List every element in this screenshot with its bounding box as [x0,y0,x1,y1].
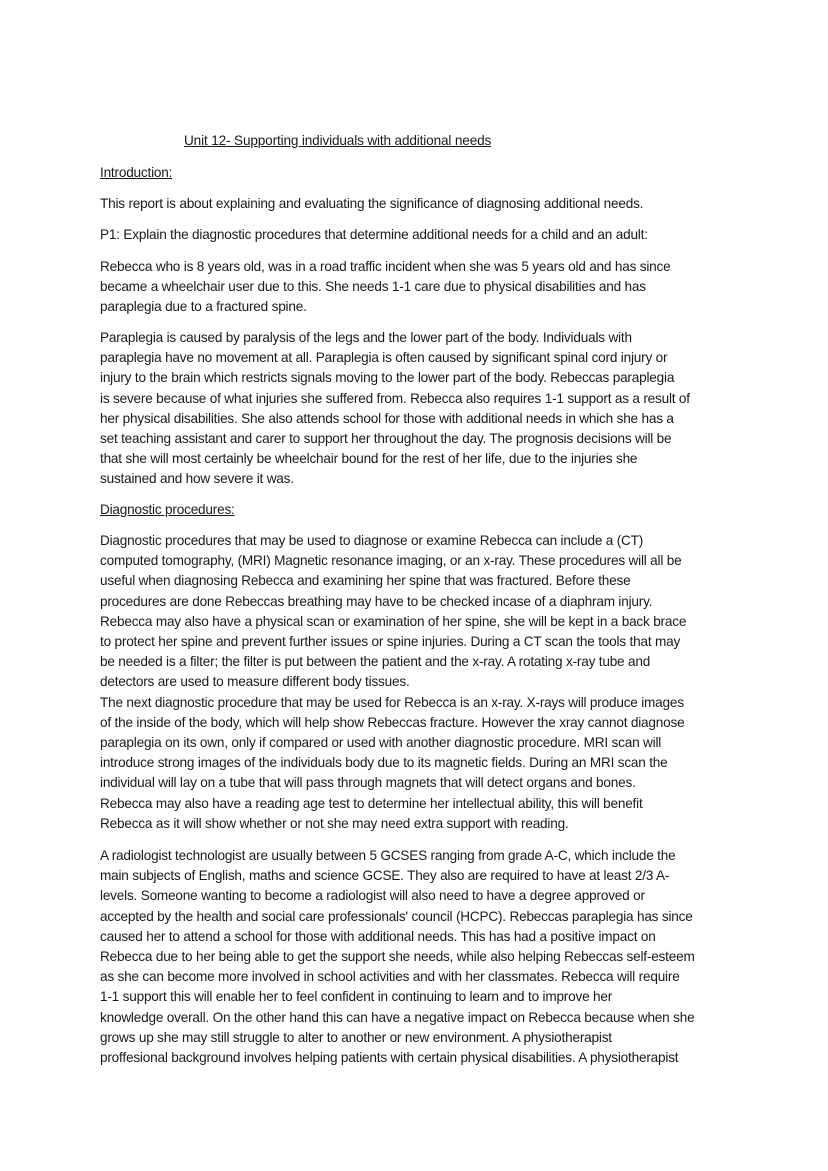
text-line: Rebecca due to her being able to get the support she needs, while also helping Rebeccas self-esteem [100,949,695,965]
text-line: procedures are done Rebeccas breathing may have to be checked incase of a diaphram injury. [100,593,653,609]
text-line: set teaching assistant and carer to support her throughout the day. The prognosis decisions will be [100,431,672,447]
text-line: became a wheelchair user due to this. She needs 1-1 care due to physical disabilities and has [100,279,646,295]
text-line: sustained and how severe it was. [100,471,294,487]
text-line: her physical disabilities. She also attends school for those with additional needs in which she has a [100,410,674,426]
text-line: is severe because of what injuries she suffered from. Rebecca also requires 1-1 support as a result of [100,390,690,406]
text-line: Rebecca may also have a reading age test to determine her intellectual ability, this will benefit [100,795,643,811]
text-line: The next diagnostic procedure that may be used for Rebecca is an x-ray. X-rays will produce images [100,694,684,710]
text-line: as she can become more involved in school activities and with her classmates. Rebecca will require [100,969,680,985]
document-title: Unit 12- Supporting individuals with additional needs [184,133,492,148]
text-line: that she will most certainly be wheelchair bound for the rest of her life, due to the injuries she [100,451,638,467]
intro-paragraph: This report is about explaining and evaluating the significance of diagnosing additional needs. [100,196,644,211]
text-line: main subjects of English, maths and science GCSE. They also are required to have at least 2/3 A- [100,868,670,884]
text-line: Paraplegia is caused by paralysis of the legs and the lower part of the body. Individuals with [100,330,632,345]
text-line: grows up she may still struggle to alter to another or new environment. A physiotherapist [100,1029,612,1045]
text-line: detectors are used to measure different body tissues. [100,674,410,690]
text-line: caused her to attend a school for those with additional needs. This has had a positive impact on [100,928,656,944]
paraplegia-paragraph [100,328,740,490]
text-line: levels. Someone wanting to become a radiologist will also need to have a degree approved or [100,888,645,904]
text-line: accepted by the health and social care professionals' council (HCPC). Rebeccas paraplegia has since [100,908,693,924]
text-line: proffesional background involves helping patients with certain physical disabilities. A physiotherapist [100,1050,679,1066]
text-line: injury to the brain which restricts signals moving to the lower part of the body. Rebeccas paraplegia [100,370,675,386]
case-paragraph [100,257,740,318]
text-line: Rebecca may also have a physical scan or examination of her spine, she will be kept in a back brace [100,613,687,629]
introduction-heading: Introduction: [100,165,173,180]
professionals-paragraph [100,846,740,1068]
text-line: Diagnostic procedures that may be used to diagnose or examine Rebecca can include a (CT) [100,533,644,548]
text-line: useful when diagnosing Rebecca and examining her spine that was fractured. Before these [100,573,631,589]
text-line: of the inside of the body, which will help show Rebeccas fracture. However the xray cannot diagnose [100,714,685,730]
text-line: individual will lay on a tube that will pass through magnets that will detect organs and bones. [100,775,636,791]
text-line: introduce strong images of the individuals body due to its magnetic fields. During an MRI scan the [100,755,668,771]
text-line: Rebecca as it will show whether or not she may need extra support with reading. [100,815,569,831]
task-p1-heading: P1: Explain the diagnostic procedures that determine additional needs for a child and an adult: [100,227,648,242]
diagnostic-procedures-heading: Diagnostic procedures: [100,502,235,517]
text-line: A radiologist technologist are usually between 5 GCSES ranging from grade A-C, which include the [100,848,676,863]
text-line: computed tomography, (MRI) Magnetic resonance imaging, or an x-ray. These procedures will all be [100,553,682,569]
text-line: Rebecca who is 8 years old, was in a road traffic incident when she was 5 years old and has since [100,259,671,274]
text-line: paraplegia have no movement at all. Paraplegia is often caused by significant spinal cord injury or [100,350,668,366]
text-line: to protect her spine and prevent further issues or spine injuries. During a CT scan the tools that may [100,634,681,650]
text-line: knowledge overall. On the other hand this can have a negative impact on Rebecca because when she [100,1009,695,1025]
diagnostic-paragraph [100,531,740,834]
text-line: paraplegia on its own, only if compared or used with another diagnostic procedure. MRI scan will [100,735,662,751]
text-line: be needed is a filter; the filter is put between the patient and the x-ray. A rotating x-ray tube and [100,654,651,670]
text-line: 1-1 support this will enable her to feel confident in continuing to learn and to improve her [100,989,613,1005]
text-line: paraplegia due to a fractured spine. [100,299,307,315]
